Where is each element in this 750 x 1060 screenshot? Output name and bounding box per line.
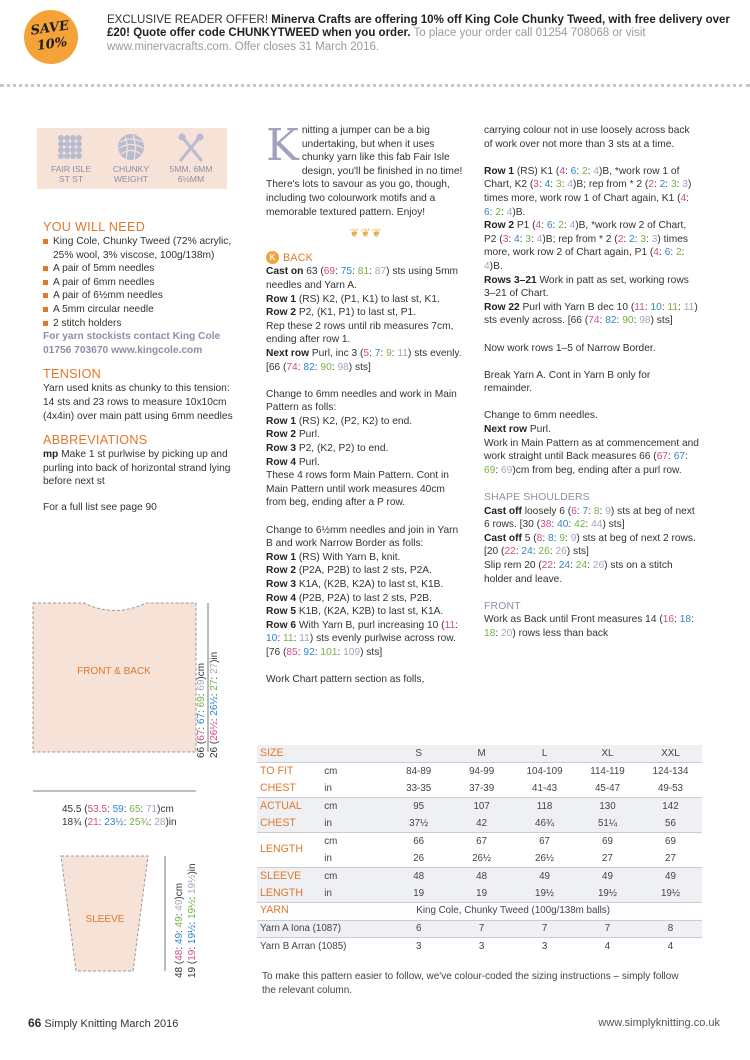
dim-part: )in <box>209 651 220 663</box>
yarn-name: Yarn A Iona (1087) <box>257 920 387 938</box>
dim-part: 19½ <box>187 899 198 920</box>
dim-part: : <box>174 927 185 933</box>
dim-part: 25¾ <box>129 817 149 828</box>
tension-heading: TENSION <box>43 367 102 382</box>
dim-part: 26½ <box>209 696 220 716</box>
dim-part: : <box>196 707 207 713</box>
dim-part: 26½ <box>209 721 220 741</box>
dim-part: 59 <box>112 804 124 815</box>
dim-part: : <box>98 817 105 828</box>
cell: 49-53 <box>657 782 684 794</box>
size-label: SIZE <box>257 745 324 763</box>
dim-part: 19½ <box>187 874 198 895</box>
tension-text: Yarn used knits as chunky to this tension: 14 sts and 23 rows to measure 10x10cm (4x4in) over main patt using 6mm needles <box>43 383 233 422</box>
cell: 6 <box>387 920 450 938</box>
save-badge-line2: 10% <box>35 34 69 54</box>
info-label-line1: 5MM, 6MM <box>169 164 213 174</box>
abbreviations-heading: ABBREVIATIONS <box>43 433 148 448</box>
abbreviation-term: mp <box>43 449 59 461</box>
pattern-column-2 <box>266 120 466 687</box>
dim-part: : <box>209 690 220 697</box>
cell: 107 <box>450 798 513 816</box>
cell: 56 <box>639 815 702 833</box>
dim-part: : <box>196 724 207 730</box>
cell: 37-39 <box>469 782 495 794</box>
dim-part: 21 <box>87 817 99 828</box>
table-row <box>257 833 702 851</box>
row-label: TO FIT <box>257 763 324 781</box>
dim-part: 49 <box>174 932 185 945</box>
dim-part: 49 <box>174 899 185 911</box>
info-label-line1: FAIR ISLE <box>50 164 92 174</box>
cell: 49 <box>576 868 639 886</box>
dim-part: )in <box>165 817 177 828</box>
sizing-table <box>257 745 702 955</box>
cell: 19½ <box>576 885 639 903</box>
cell: 19½ <box>639 885 702 903</box>
table-row <box>257 780 702 798</box>
dim-part: 71 <box>145 804 158 815</box>
sleeve-length-cm <box>174 883 186 978</box>
size-xxl: XXL <box>639 745 702 763</box>
row-unit: in <box>324 815 387 833</box>
dim-part: : <box>209 674 220 680</box>
cell: 8 <box>639 920 702 938</box>
dim-part: 67 <box>196 729 207 741</box>
table-row <box>257 763 702 781</box>
cell: 19 <box>450 885 513 903</box>
dim-part: : <box>140 804 146 815</box>
cell: 26½ <box>472 852 492 864</box>
unit-cell <box>324 745 387 763</box>
cell: 7 <box>576 920 639 938</box>
intro-text: nitting a jumper can be a big undertaking, but when it uses chunky yarn like this fab Fair Isle design, you'll be finished in no time! There's lots to savour as you go, though, including two colourwork motifs and a memorable textured pattern. Enjoy! <box>266 125 463 218</box>
colour-coding-note: To make this pattern easier to follow, we've colour-coded the sizing instructions – simply follow the relevant column. <box>262 971 679 996</box>
row-label: ACTUAL <box>257 798 324 816</box>
ornament-divider: ❦❦❦ <box>349 226 383 241</box>
cell: 42 <box>450 815 513 833</box>
cell: 114-119 <box>576 763 639 781</box>
cell: 27 <box>602 852 613 864</box>
info-label-line1: CHUNKY <box>112 164 150 174</box>
dim-part: )cm <box>196 662 207 680</box>
cell: 118 <box>513 798 576 816</box>
cell: 3 <box>387 938 450 956</box>
cell: 33-35 <box>406 782 432 794</box>
row-label: CHEST <box>260 781 296 794</box>
yarn-description: King Cole, Chunky Tweed (100g/138m balls) <box>324 903 702 921</box>
cell: 26 <box>413 852 425 864</box>
list-item: A pair of 6mm needles <box>43 276 238 290</box>
dim-part: )cm <box>174 882 185 900</box>
cell: 19½ <box>513 885 576 903</box>
dim-part: : <box>187 919 198 925</box>
dim-part: : <box>174 944 185 950</box>
dim-part: 26 ( <box>209 740 220 758</box>
intro-paragraph <box>266 120 466 219</box>
dim-part: 27 <box>209 662 220 675</box>
dim-part: 53.5 <box>87 804 108 815</box>
front-back-shape <box>33 603 196 752</box>
sleeve-length-in <box>187 863 199 978</box>
list-item: A pair of 6½mm needles <box>43 289 238 303</box>
offer-bold: Minerva Crafts are offering 10% off King Cole Chunky Tweed, with free delivery over £20! Quote offer code CHUNKYTWEED when you order. <box>107 14 730 40</box>
yarn-row <box>257 938 702 956</box>
body-width-cm <box>62 804 174 816</box>
yarn-label: YARN <box>257 903 324 921</box>
cell: 49 <box>513 868 576 886</box>
dim-part: 69 <box>196 696 207 708</box>
row-unit: cm <box>324 868 387 886</box>
list-item: A pair of 5mm needles <box>43 262 238 276</box>
dim-part: 45.5 ( <box>62 804 88 815</box>
cell: 48 <box>387 868 450 886</box>
dim-part: 67 <box>196 712 207 725</box>
list-item: King Cole, Chunky Tweed (72% acrylic, 25% wool, 3% viscose, 100g/138m) <box>43 235 238 262</box>
row-label: LENGTH <box>257 885 324 903</box>
front-back-label: FRONT & BACK <box>77 666 151 677</box>
row-unit: cm <box>324 833 387 851</box>
table-row <box>257 850 702 868</box>
body-length-cm <box>196 663 208 758</box>
stockists-info: For yarn stockists contact King Cole 01756 703670 www.kingcole.com <box>43 331 221 356</box>
cell: 27 <box>665 852 676 864</box>
table-row <box>257 868 702 886</box>
you-will-need-heading: YOU WILL NEED <box>43 220 146 234</box>
cell: 48 <box>450 868 513 886</box>
cell: 45-47 <box>594 782 621 794</box>
cell: 4 <box>576 938 639 956</box>
offer-details: To place your order call 01254 708068 or visit www.minervacrafts.com. Offer closes 31 March 2016. <box>107 27 646 53</box>
abbreviation-definition: Make 1 st purlwise by picking up and purling into back of horizontal strand lying before next st <box>43 449 231 488</box>
body-length-in <box>209 652 221 758</box>
size-s: S <box>387 745 450 763</box>
table-row <box>257 798 702 816</box>
dim-part: )cm <box>157 804 174 815</box>
back-heading <box>266 251 466 266</box>
row-label: LENGTH <box>257 833 324 868</box>
dim-part: 18¾ ( <box>62 817 88 828</box>
cell: 26½ <box>535 852 555 864</box>
table-header-row <box>257 745 702 763</box>
row-unit: in <box>324 852 332 864</box>
pattern-text-block: Cast on 63 (69: 75: 81: 87) sts using 5mm needles and Yarn A. Row 1 (RS) K2, (P1, K1) to last st, K1. Row 2 P2, (K1, P1) to last st, P1. Rep these 2 rows until rib measures 7cm, ending after row 1. Next row Purl, inc 3 (5: 7: 9: 11) sts evenly. [66 (74: 82: 90: 98) sts] Change to 6mm needles and work in Main Pattern as folls: Row 1 (RS) K2, (P2, K2) to end. Row 2 Purl. Row 3 P2, (K2, P2) to end. Row 4 Purl. These 4 rows form Main Pattern. Cont in Main Pattern until work measures 40cm from beg, ending after a P row. Change to 6½mm needles and join in Yarn B and work Narrow Border as folls: Row 1 (RS) With Yarn B, knit. Row 2 (P2A, P2B) to last 2 sts, P2A. Row 3 K1A, (K2B, K2A) to last st, K1B. Row 4 (P2B, P2A) to last 2 sts, P2B. Row 5 K1B, (K2A, K2B) to last st, K1A. Row 6 With Yarn B, purl increasing 10 (11: 10: 11: 11) sts evenly purlwise across row. [76 (85: 92: 101: 109) sts] Work Chart pattern section as folls, <box>266 266 462 686</box>
cell: 69 <box>576 833 639 851</box>
cell: 84-89 <box>387 763 450 781</box>
dim-part: : <box>107 804 113 815</box>
k-mark-icon: K <box>266 251 279 264</box>
cell: 130 <box>576 798 639 816</box>
dim-part: : <box>187 894 198 900</box>
dim-part: )in <box>187 863 198 875</box>
size-m: M <box>450 745 513 763</box>
dim-part: 28 <box>154 817 166 828</box>
row-unit: in <box>324 782 332 794</box>
row-label: CHEST <box>257 815 324 833</box>
dim-part: : <box>123 804 130 815</box>
size-l: L <box>513 745 576 763</box>
dim-part: 19½ <box>187 924 198 945</box>
dim-part: 23½ <box>104 817 124 828</box>
cell: 19 <box>387 885 450 903</box>
cell: 67 <box>513 833 576 851</box>
cell: 95 <box>387 798 450 816</box>
yarn-name: Yarn B Arran (1085) <box>257 938 387 956</box>
cell: 3 <box>513 938 576 956</box>
yarn-header-row <box>257 903 702 921</box>
info-label-line2: 6½MM <box>177 174 205 184</box>
garment-schematic <box>0 0 260 1000</box>
list-item: A 5mm circular needle <box>43 303 238 317</box>
cell: 66 <box>387 833 450 851</box>
cell: 51¼ <box>576 815 639 833</box>
full-list-note: For a full list see page 90 <box>43 501 157 513</box>
cell: 142 <box>639 798 702 816</box>
cell: 124-134 <box>639 763 702 781</box>
cell: 49 <box>639 868 702 886</box>
cell: 46¾ <box>513 815 576 833</box>
table-row <box>257 885 702 903</box>
list-item: 2 stitch holders <box>43 317 238 331</box>
magazine-issue: Simply Knitting March 2016 <box>44 1018 179 1030</box>
footer-url: www.simplyknitting.co.uk <box>598 1017 720 1029</box>
dim-part: 69 <box>196 679 207 691</box>
table-row <box>257 815 702 833</box>
back-heading-text: BACK <box>283 251 314 264</box>
cell: 69 <box>639 833 702 851</box>
dim-part: 48 <box>174 949 185 961</box>
row-unit: cm <box>324 763 387 781</box>
cell: 7 <box>513 920 576 938</box>
cell: 67 <box>450 833 513 851</box>
body-width-in <box>62 817 177 829</box>
dim-part: 65 <box>129 804 141 815</box>
info-label-line2: WEIGHT <box>113 174 149 184</box>
dim-part: 27 <box>209 679 220 691</box>
drop-cap: K <box>266 120 299 171</box>
page-number: 66 <box>28 1016 42 1030</box>
cell: 104-109 <box>513 763 576 781</box>
dim-part: 48 ( <box>174 960 185 978</box>
dim-part: : <box>187 944 198 950</box>
row-label: SLEEVE <box>257 868 324 886</box>
dim-part: : <box>209 715 220 722</box>
sleeve-label: SLEEVE <box>85 914 125 925</box>
cell: 4 <box>639 938 702 956</box>
dim-part: 19 <box>187 949 198 961</box>
cell: 3 <box>450 938 513 956</box>
dim-part: 49 <box>174 916 185 928</box>
yarn-row <box>257 920 702 938</box>
row-unit: cm <box>324 798 387 816</box>
row-unit: in <box>324 885 387 903</box>
info-label-line2: ST ST <box>58 174 84 184</box>
cell: 7 <box>450 920 513 938</box>
dim-part: 19 ( <box>187 960 198 978</box>
footer-left <box>28 1017 178 1032</box>
dim-part: : <box>174 910 185 917</box>
offer-lead: EXCLUSIVE READER OFFER! <box>107 14 269 26</box>
size-xl: XL <box>576 745 639 763</box>
dim-part: : <box>123 817 130 828</box>
cell: 37½ <box>387 815 450 833</box>
cell: 41-43 <box>532 782 558 794</box>
cell: 94-99 <box>450 763 513 781</box>
dim-part: : <box>196 690 207 697</box>
pattern-column-3: carrying colour not in use loosely across back of work over not more than 3 sts at a time. Row 1 (RS) K1 (4: 6: 2: 4)B, *work row 1 of Chart, K2 (3: 4: 3: 4)B; rep from * 2 (2: 2: 3: 3) times more, work row 1 of Chart again, K1 (4: 6: 2: 4)B. Row 2 P1 (4: 6: 2: 4)B, *work row 2 of Chart, P2 (3: 4: 3: 4)B; rep from * 2 (2: 2: 3: 3) times more, work row 2 of Chart again, P1 (4: 6: 2: 4)B. Rows 3–21 Work in patt as set, working rows 3–21 of Chart. Row 22 Purl with Yarn B dec 10 (11: 10: 11: 11) sts evenly across. [66 (74: 82: 90: 98) sts] Now work rows 1–5 of Narrow Border. Break Yarn A. Cont in Yarn B only for remainder. Change to 6mm needles. Next row Purl. Work in Main Pattern as at commencement and work straight until Back measures 66 (67: 67: 69: 69)cm from beg, ending after a purl row. SHAPE SHOULDERS Cast off loosely 6 (6: 7: 8: 9) sts at beg of next 6 rows. [30 (38: 40: 42: 44) sts] Cast off 5 (8: 8: 9: 9) sts at beg of next 2 rows. [20 (22: 24: 26: 26) sts] Slip rem 20 (22: 24: 24: 26) sts on a stitch holder and leave. FRONT Work as Back until Front measures 14 (16: 18: 18: 20) rows less than back <box>484 125 699 639</box>
dim-part: 66 ( <box>196 740 207 758</box>
save-badge-line1: SAVE <box>29 18 70 39</box>
dim-part: : <box>148 817 155 828</box>
